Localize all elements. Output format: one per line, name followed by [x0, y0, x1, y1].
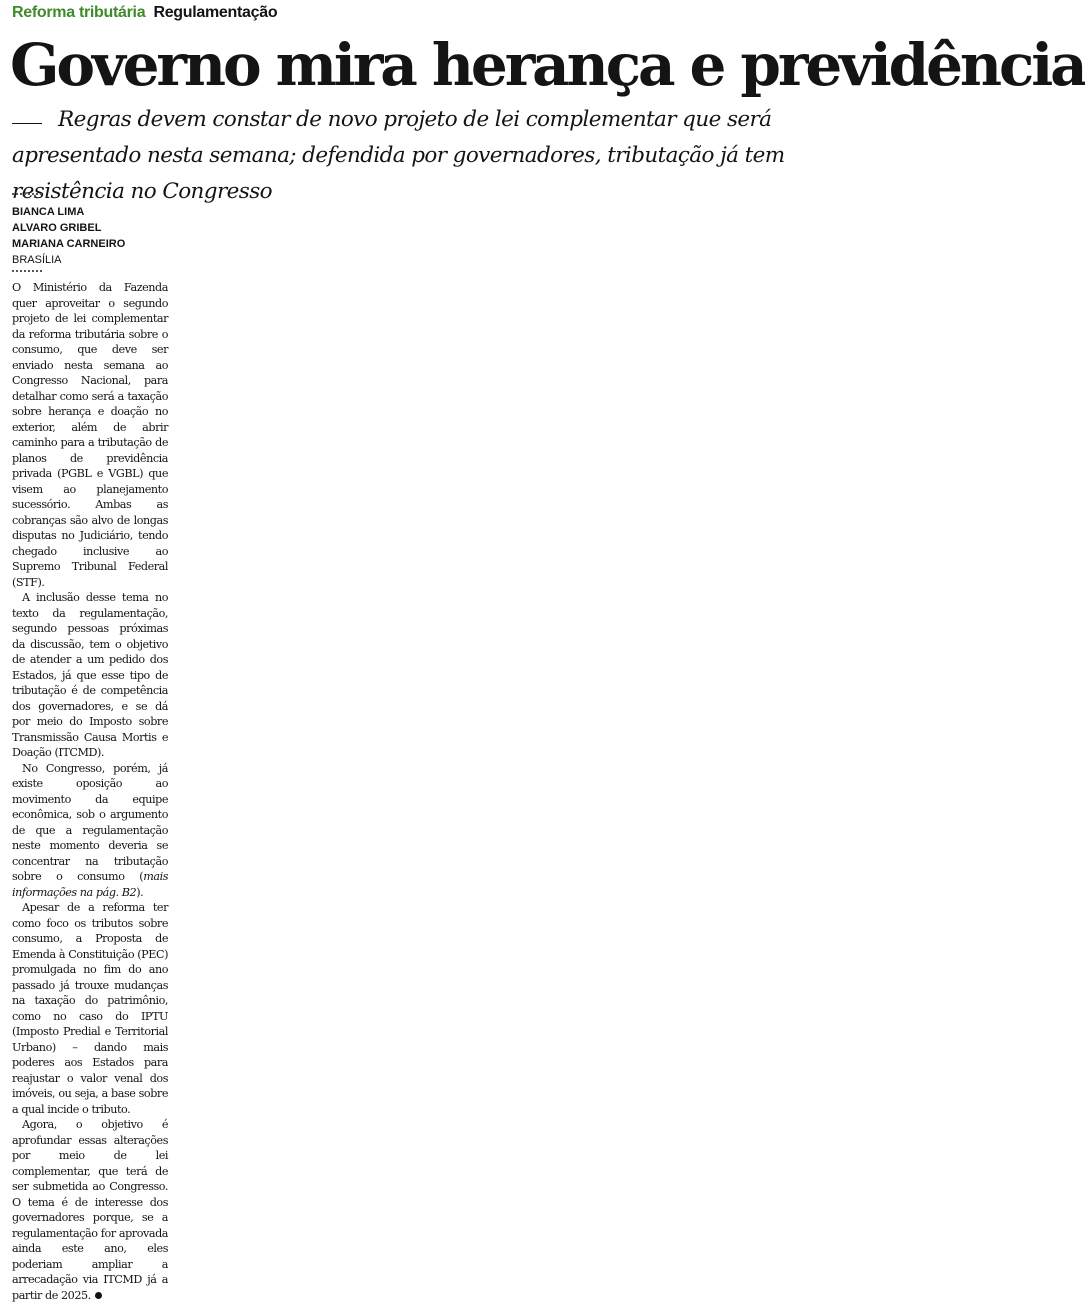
body-paragraph-text: A inclusão desse tema no texto da regulamentação, segundo pessoas próximas da discussão, tem o objetivo de atender a um pedido dos Estados, já que esse tipo de tributação é de competência dos governadores, e se dá por meio do Imposto sobre Transmissão Causa Mortis e Doação (ITCMD).	[12, 591, 168, 759]
article-body	[12, 280, 168, 1303]
byline-divider-bottom	[12, 270, 42, 272]
kicker-section: Reforma tributária	[12, 4, 146, 21]
body-paragraph	[12, 1117, 168, 1303]
byline-divider-top	[12, 193, 42, 195]
body-paragraph: O Ministério da Fazenda quer aproveitar o segundo projeto de lei complementar da reforma tributária sobre o consumo, que deve ser enviado nesta semana ao Congresso Nacional, para detalhar como será a taxação sobre herança e doação no exterior, além de abrir caminho para a tributação de planos de previdência privada (PGBL e VGBL) que visem ao planejamento sucessório. Ambas as cobranças são alvo de longas disputas no Judiciário, tendo chegado inclusive ao Supremo Tribunal Federal (STF).	[12, 281, 168, 589]
end-mark-icon	[95, 1292, 102, 1299]
deck	[12, 102, 892, 210]
body-paragraph-text: Agora, o objetivo é aprofundar essas alterações por meio de lei complementar, que terá de ser submetida ao Congresso. O tema é de interesse dos governadores porque, se a regulamentação for aprovada ainda este ano, eles poderiam ampliar a arrecadação via ITCMD já a partir de 2025.	[12, 1118, 168, 1302]
byline-author: MARIANA CARNEIRO	[12, 238, 126, 250]
cross-reference: mais informações na pág. B2	[12, 870, 168, 899]
body-paragraph	[12, 900, 168, 1117]
kicker-topic: Regulamentação	[153, 4, 278, 21]
byline-place: BRASÍLIA	[12, 254, 62, 266]
byline-author: BIANCA LIMA	[12, 206, 85, 218]
body-paragraph-text: No Congresso, porém, já existe oposição ao movimento da equipe econômica, sob o argumento de que a regulamentação neste momento deveria se concentrar na tributação sobre o consumo (	[12, 761, 168, 883]
deck-text: Regras devem constar de novo projeto de lei complementar que será apresentado nesta semana; defendida por governadores, tributação já tem resistência no Congresso	[12, 107, 785, 204]
deck-dash	[12, 123, 42, 124]
byline	[12, 204, 125, 268]
body-paragraph-end: ).	[136, 885, 144, 899]
body-paragraph	[12, 590, 168, 761]
body-paragraph	[12, 761, 168, 901]
headline: Governo mira herança e previdência	[10, 31, 1085, 99]
article-kicker	[12, 4, 277, 22]
body-paragraph-text: Apesar de a reforma ter como foco os tributos sobre consumo, a Proposta de Emenda à Constituição (PEC) promulgada no fim do ano passado já trouxe mudanças na taxação do patrimônio, como no caso do IPTU (Imposto Predial e Territorial Urbano) – dando mais poderes aos Estados para reajustar o valor venal dos imóveis, ou seja, a base sobre a qual incide o tributo.	[12, 901, 168, 1116]
byline-author: ALVARO GRIBEL	[12, 222, 102, 234]
